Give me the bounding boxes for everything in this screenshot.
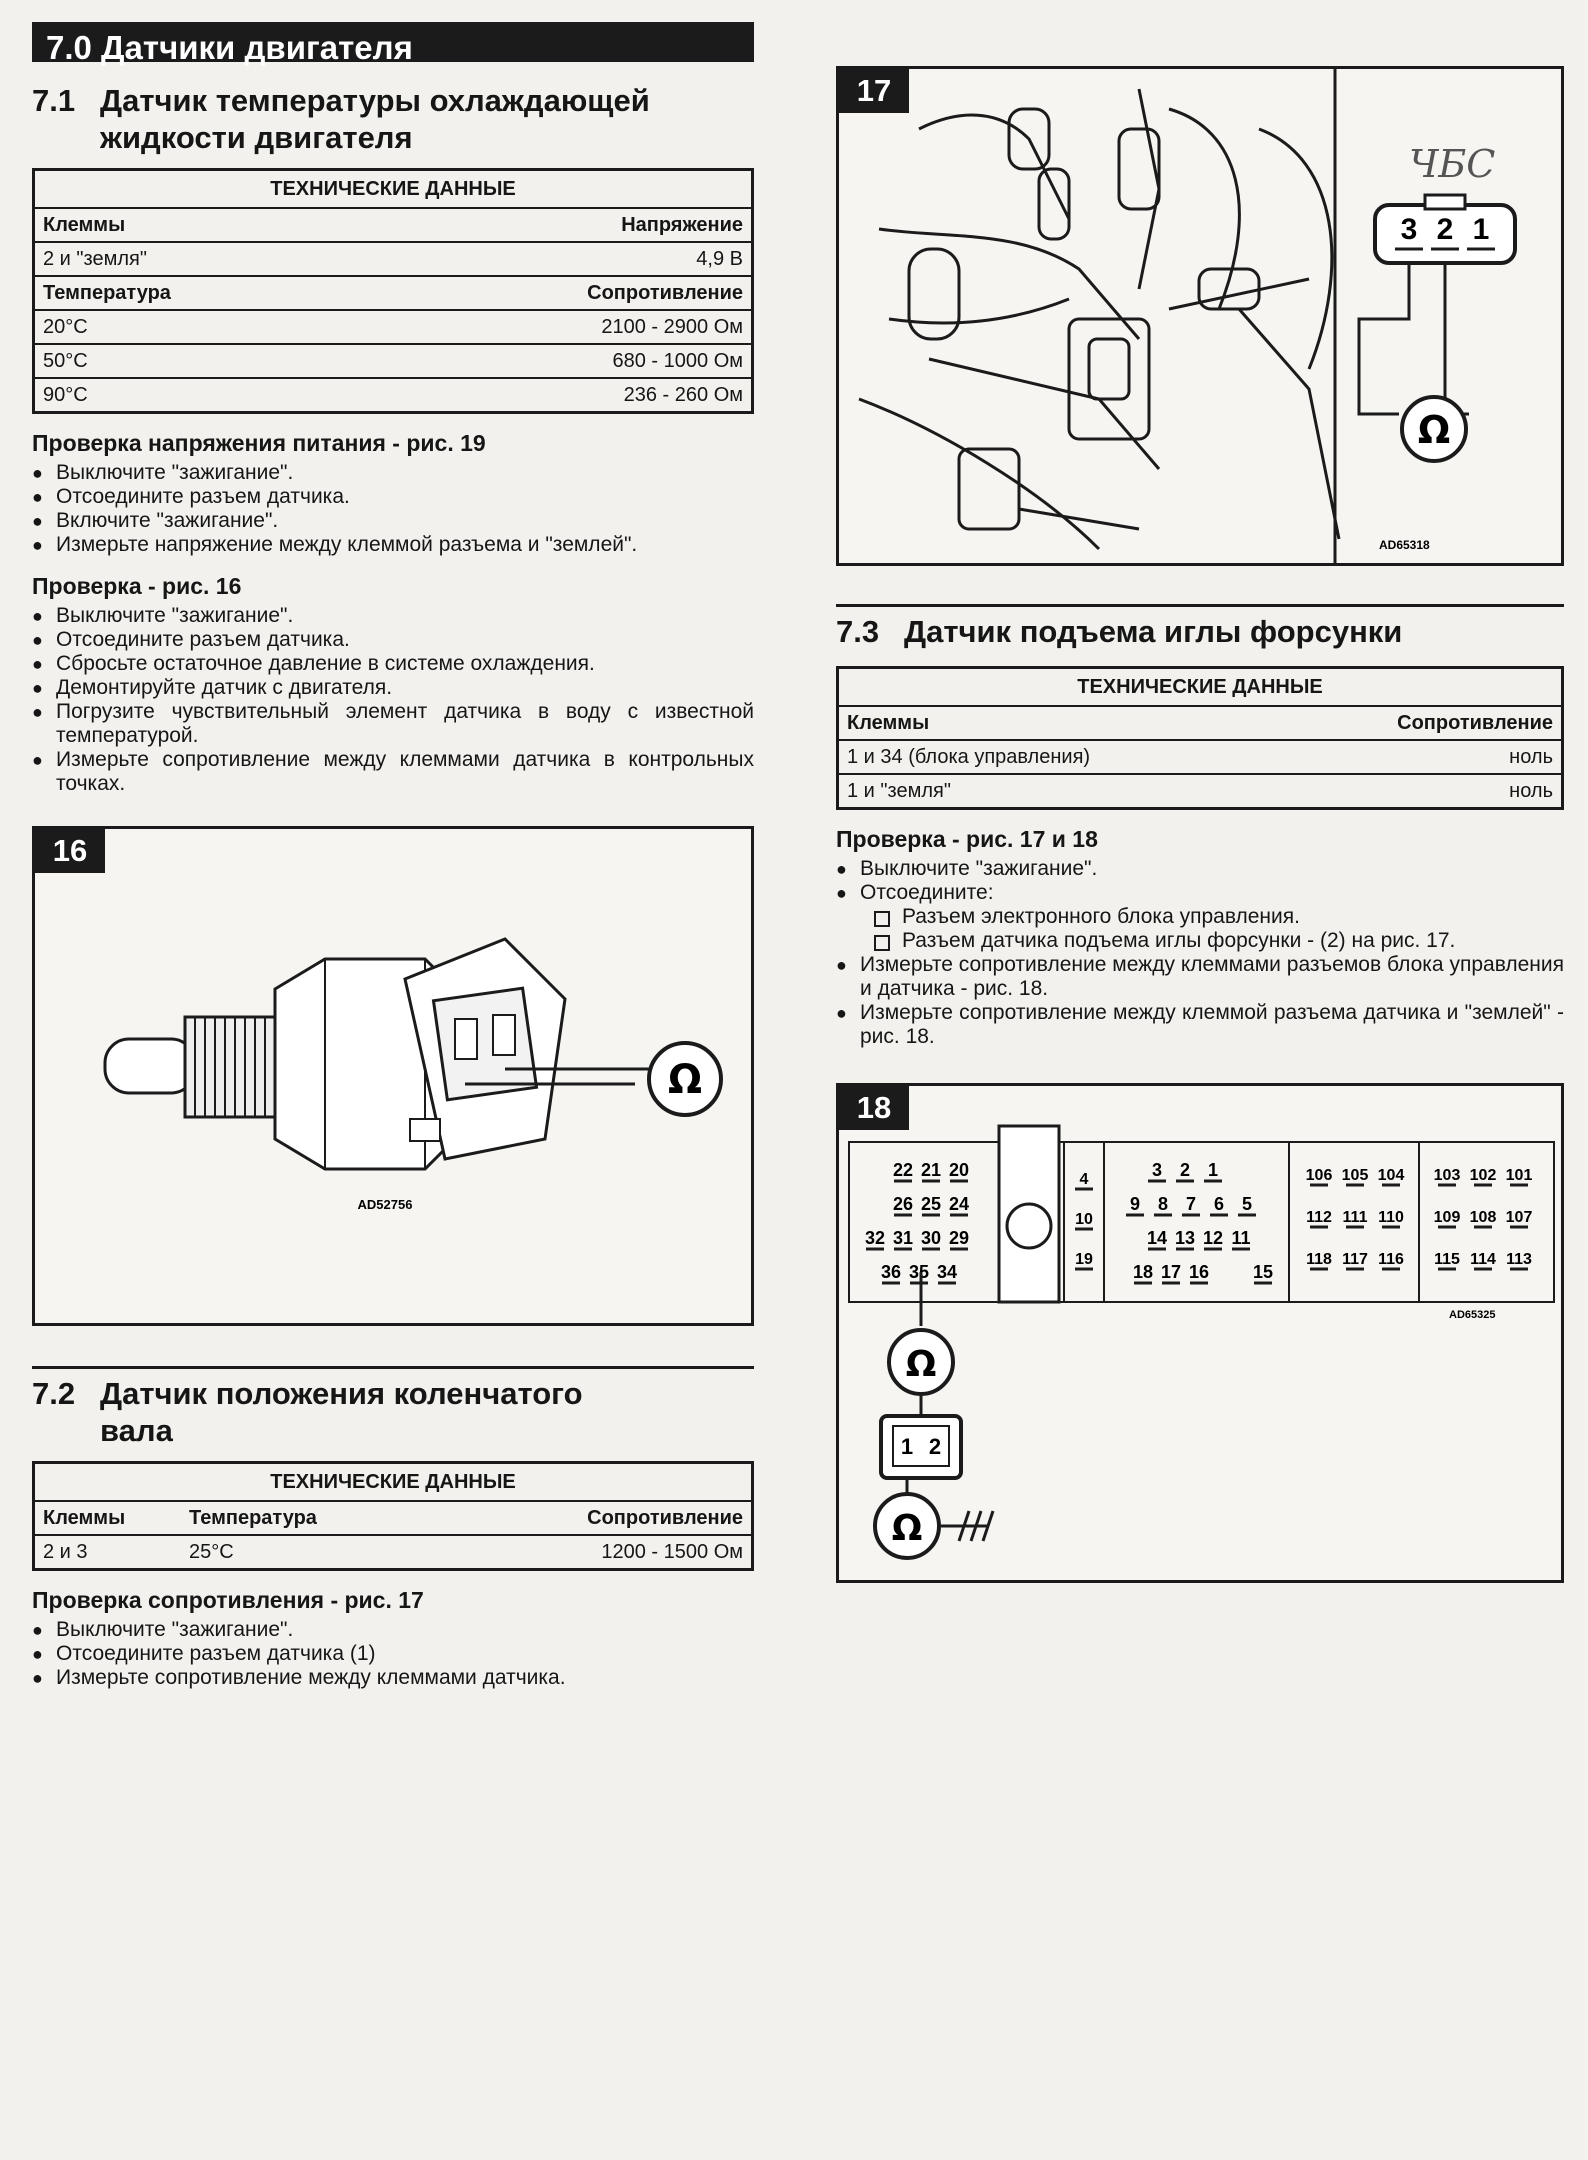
tech-data-table-7-3 [836,666,1564,810]
list-item: ● Измерьте сопротивление между клеммой разъема датчика и "землей" - рис. 18. [836,1001,1564,1049]
ecu-pin-label: 109 [1433,1209,1461,1226]
ecu-pin-label: 19 [1075,1251,1093,1268]
figure-18 [836,1083,1564,1583]
sub-list-item: Разъем электронного блока управления. [874,905,1564,929]
ecu-pin-label: 31 [892,1228,914,1248]
ecu-connector-diagram [839,1086,1561,1580]
table-cell: ноль [1273,774,1563,809]
pin-label: 2 [1436,213,1454,246]
list-item: ● Включите "зажигание". [32,509,754,533]
table-cell: 1 и 34 (блока управления) [838,740,1273,774]
ecu-pin-label: 10 [1075,1211,1093,1228]
ecu-pin-label: 21 [920,1160,942,1180]
ecu-pin-label: 13 [1174,1228,1196,1248]
ohm-symbol: Ω [891,1508,923,1549]
list-item: ● Измерьте сопротивление между клеммами разъемов блока управления и датчика - рис. 18. [836,953,1564,1001]
ohm-symbol: Ω [667,1057,703,1103]
ecu-pin-label: 11 [1231,1228,1251,1248]
section-7-1-title [32,82,754,156]
table-cell: 2100 - 2900 Ом [361,310,752,344]
figure-number: 18 [839,1086,909,1130]
table-cell: 20°С [34,310,362,344]
list-item: ● Сбросьте остаточное давление в системе охлаждения. [32,652,754,676]
ecu-pin-label: 18 [1132,1262,1154,1282]
section-rule [32,1366,754,1369]
list-item: ● Измерьте сопротивление между клеммами датчика в контрольных точках. [32,748,754,796]
table-cell: 1 и "земля" [838,774,1273,809]
ecu-pin-label: 34 [936,1262,958,1282]
subheading-check-fig17-18: Проверка - рис. 17 и 18 [836,826,1098,852]
table-cell: 1200 - 1500 Ом [440,1535,752,1570]
ecu-pin-label: 29 [948,1228,970,1248]
ohm-symbol: Ω [1417,408,1451,452]
sub-list-item: Разъем датчика подъема иглы форсунки - (2) на рис. 17. [874,929,1564,953]
ecu-pin-label: 20 [948,1160,970,1180]
ecu-pin-label: 26 [892,1194,914,1214]
tech-data-table-7-1 [32,168,754,414]
section-number: 7.3 [836,614,880,649]
list-item: ● Демонтируйте датчик с двигателя. [32,676,754,700]
ecu-pin-label: 2 [1179,1160,1191,1180]
list-item: ● Отсоедините разъем датчика (1) [32,1642,754,1666]
ecu-pin-label: 8 [1157,1194,1169,1214]
sub-list [860,905,1564,953]
list-item: ● Отсоедините разъем датчика. [32,485,754,509]
list-item: ● Выключите "зажигание". [32,604,754,628]
ecu-pin-label: 103 [1433,1167,1461,1184]
ecu-pin-label: 116 [1378,1251,1404,1268]
table-header: Напряжение [361,208,752,242]
ecu-pin-label: 113 [1506,1251,1532,1268]
section-7-2-title [32,1375,754,1449]
ecu-pin-label: 35 [908,1262,930,1282]
pin-label: 3 [1400,213,1418,246]
list-item-text: Отсоедините: [860,881,994,904]
table-cell: 680 - 1000 Ом [361,344,752,378]
section-title-line1: Датчик положения коленчатого [100,1376,583,1411]
section-title-line2: жидкости двигателя [100,120,413,155]
ecu-pin-label: 115 [1434,1251,1460,1268]
steps-list [836,857,1564,1049]
temp-sensor-illustration [35,829,751,1323]
section-title-line2: вала [100,1413,173,1448]
section-number: 7.1 [32,83,76,118]
ecu-pin-label: 36 [880,1262,902,1282]
table-cell: 4,9 В [361,242,752,276]
ecu-pin-label: 108 [1469,1209,1497,1226]
ecu-pin-label: 107 [1505,1209,1533,1226]
figure-number: 17 [839,69,909,113]
ecu-pin-label: 118 [1306,1251,1332,1268]
ecu-pin-label: 105 [1341,1167,1369,1184]
table-cell: 236 - 260 Ом [361,378,752,413]
ecu-pin-label: 4 [1079,1171,1089,1188]
table-header: Клеммы [838,706,1273,740]
list-item: ● Отсоедините разъем датчика. [32,628,754,652]
figure-16 [32,826,754,1326]
ecu-pin-label: 32 [864,1228,886,1248]
figure-17 [836,66,1564,566]
figure-code: AD65325 [1449,1309,1496,1321]
ecu-pin-label: 111 [1342,1209,1368,1226]
right-column [836,66,1564,1583]
table-header: Температура [181,1501,440,1535]
pin-label: 1 [900,1434,914,1459]
ecu-pin-label: 112 [1306,1209,1332,1226]
ecu-pin-label: 24 [948,1194,970,1214]
ecu-pin-label: 17 [1160,1262,1182,1282]
table-cell: 2 и "земля" [34,242,362,276]
ecu-pin-label: 12 [1202,1228,1224,1248]
table-header: Температура [34,276,362,310]
ecu-pin-label: 106 [1305,1167,1333,1184]
ecu-pin-label: 22 [892,1160,914,1180]
figure-code: AD65318 [1379,538,1430,552]
subheading-voltage-check: Проверка напряжения питания - рис. 19 [32,430,486,456]
table-cell: 90°С [34,378,362,413]
figure-number: 16 [35,829,105,873]
handwritten-note: ЧБС [1409,142,1496,186]
ecu-pin-label: 7 [1185,1194,1197,1214]
table-caption: ТЕХНИЧЕСКИЕ ДАННЫЕ [270,177,516,200]
table-caption: ТЕХНИЧЕСКИЕ ДАННЫЕ [1077,675,1323,698]
section-rule [836,604,1564,607]
table-header: Сопротивление [440,1501,752,1535]
engine-sensor-illustration [839,69,1561,563]
table-cell: 25°С [181,1535,440,1570]
left-column [32,22,754,1690]
pin-label: 1 [1472,213,1490,246]
table-cell: 50°С [34,344,362,378]
pin-label: 2 [928,1434,942,1459]
list-item [836,881,1564,953]
table-cell: 2 и 3 [34,1535,182,1570]
tech-data-table-7-2 [32,1461,754,1571]
list-item: ● Выключите "зажигание". [32,461,754,485]
ecu-pin-label: 3 [1151,1160,1163,1180]
steps-list [32,461,754,557]
ecu-pin-label: 102 [1469,1167,1497,1184]
table-cell: ноль [1273,740,1563,774]
steps-list [32,604,754,796]
list-item: ● Погрузите чувствительный элемент датчика в воду с известной температурой. [32,700,754,748]
section-title-text: Датчик подъема иглы форсунки [904,614,1403,649]
ecu-pin-label: 114 [1470,1251,1496,1268]
section-number: 7.2 [32,1376,76,1411]
section-title-line1: Датчик температуры охлаждающей [100,83,650,118]
table-header: Клеммы [34,1501,182,1535]
ecu-pin-label: 117 [1342,1251,1368,1268]
table-header: Клеммы [34,208,362,242]
ecu-pin-label: 9 [1129,1194,1141,1214]
list-item: ● Выключите "зажигание". [32,1618,754,1642]
chapter-title: 7.0 Датчики двигателя [32,22,754,62]
steps-list [32,1618,754,1690]
ecu-pin-label: 30 [920,1228,942,1248]
ecu-pin-label: 16 [1188,1262,1210,1282]
list-item: ● Выключите "зажигание". [836,857,1564,881]
subheading-resistance-check: Проверка сопротивления - рис. 17 [32,1587,424,1613]
ecu-pin-label: 14 [1146,1228,1168,1248]
ecu-pin-label: 6 [1213,1194,1225,1214]
ecu-pin-label: 1 [1207,1160,1219,1180]
ecu-pin-label: 15 [1252,1262,1274,1282]
figure-code: AD52756 [357,1197,413,1212]
ecu-pin-label: 25 [920,1194,942,1214]
table-header: Сопротивление [361,276,752,310]
ecu-pin-label: 5 [1241,1194,1253,1214]
subheading-check-fig16: Проверка - рис. 16 [32,573,242,599]
list-item: ● Измерьте напряжение между клеммой разъема и "землей". [32,533,754,557]
table-header: Сопротивление [1273,706,1563,740]
list-item: ● Измерьте сопротивление между клеммами датчика. [32,1666,754,1690]
ohm-symbol: Ω [905,1344,937,1385]
ecu-pin-label: 101 [1505,1167,1533,1184]
table-caption: ТЕХНИЧЕСКИЕ ДАННЫЕ [270,1470,516,1493]
ecu-pin-label: 104 [1377,1167,1405,1184]
section-7-3-title [836,613,1564,650]
ecu-pin-label: 110 [1378,1209,1404,1226]
